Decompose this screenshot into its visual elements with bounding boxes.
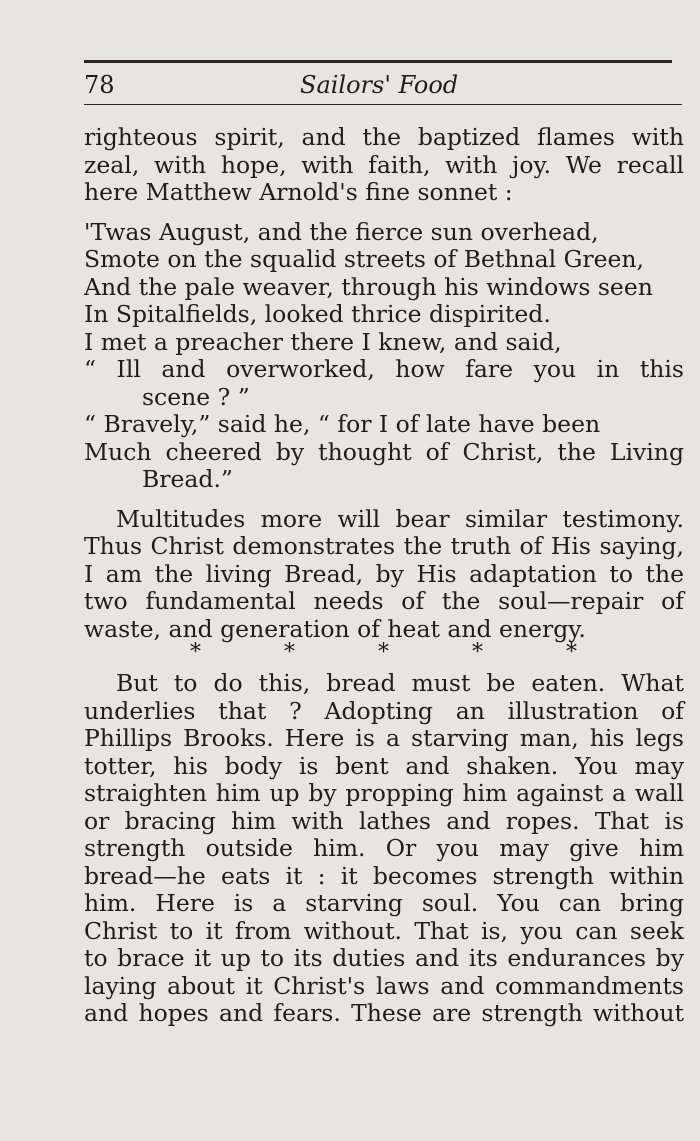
text-line: strength outside him. Or you may give him bbox=[84, 834, 684, 862]
page-number: 78 bbox=[84, 71, 115, 99]
header-rule-bottom bbox=[84, 104, 682, 105]
verse-line: “ Ill and overworked, how fare you in this bbox=[84, 355, 684, 383]
text-line: I am the living Bread, by His adaptation to the bbox=[84, 559, 684, 588]
asterisk: * bbox=[190, 640, 201, 665]
text-line: totter, his body is bent and shaken. You may bbox=[84, 751, 684, 780]
verse-line: I met a preacher there I knew, and said, bbox=[84, 327, 562, 356]
text-line: zeal, with hope, with faith, with joy. We recall bbox=[84, 150, 684, 179]
sonnet-quotation bbox=[84, 219, 684, 494]
text-line: Phillips Brooks. Here is a starving man, his legs bbox=[84, 724, 684, 752]
text-line: Thus Christ demonstrates the truth of His saying, bbox=[84, 532, 684, 560]
text-line: Christ to it from without. That is, you can seek bbox=[84, 916, 684, 945]
text-line: him. Here is a starving soul. You can bring bbox=[84, 889, 684, 917]
text-line: straighten him up by propping him against a wall bbox=[84, 779, 684, 807]
text-line: righteous spirit, and the baptized flames with bbox=[84, 123, 684, 151]
verse-line: And the pale weaver, through his windows seen bbox=[84, 272, 653, 301]
running-head bbox=[84, 68, 684, 102]
text-line: bread—he eats it : it becomes strength within bbox=[84, 861, 684, 890]
opening-paragraph bbox=[84, 124, 684, 207]
asterisk: * bbox=[284, 640, 295, 665]
header-rule-top bbox=[84, 60, 672, 63]
asterisk: * bbox=[472, 640, 483, 665]
verse-line: 'Twas August, and the fierce sun overhead, bbox=[84, 217, 599, 246]
verse-line: In Spitalfields, looked thrice dispirited. bbox=[84, 300, 551, 328]
paragraph-two bbox=[84, 506, 684, 644]
text-line: waste, and generation of heat and energy. bbox=[84, 614, 586, 643]
text-line: underlies that ? Adopting an illustration of bbox=[84, 696, 684, 725]
asterisk: * bbox=[378, 640, 389, 665]
verse-line: “ Bravely,” said he, “ for I of late have been bbox=[84, 410, 601, 438]
text-line: and hopes and fears. These are strength without bbox=[84, 999, 684, 1027]
body-text bbox=[84, 124, 684, 1028]
verse-line: Smote on the squalid streets of Bethnal Green, bbox=[84, 245, 645, 273]
text-line: Multitudes more will bear similar testimony. bbox=[116, 504, 684, 533]
text-line: to brace it up to its duties and its endurances by bbox=[84, 944, 684, 972]
verse-line-continuation: Bread.” bbox=[142, 465, 233, 493]
running-title: Sailors' Food bbox=[300, 71, 459, 99]
text-line: But to do this, bread must be eaten. What bbox=[116, 669, 684, 697]
verse-line-continuation: scene ? ” bbox=[142, 382, 250, 411]
verse-line: Much cheered by thought of Christ, the Living bbox=[84, 437, 684, 466]
asterisk: * bbox=[566, 640, 577, 665]
text-line: here Matthew Arnold's fine sonnet : bbox=[84, 178, 513, 206]
text-line: laying about it Christ's laws and commandments bbox=[84, 971, 684, 1000]
text-line: or bracing him with lathes and ropes. That is bbox=[84, 806, 684, 835]
paragraph-three bbox=[84, 670, 684, 1028]
text-line: two fundamental needs of the soul—repair of bbox=[84, 587, 684, 615]
section-break-asterisks bbox=[84, 640, 684, 670]
